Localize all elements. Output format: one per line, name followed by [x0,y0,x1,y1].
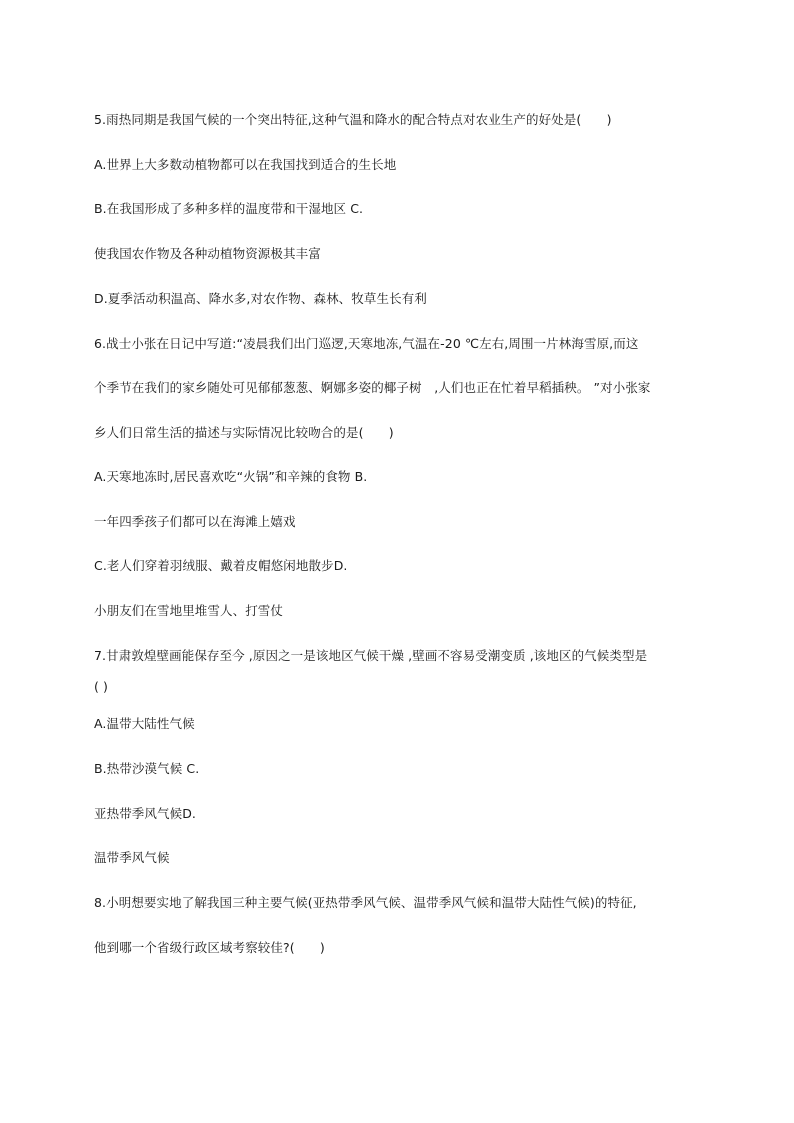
question-5-option-a: A.世界上大多数动植物都可以在我国找到适合的生长地 [94,157,397,172]
question-6-stem-line-1: 6.战士小张在日记中写道:“凌晨我们出门巡逻,天寒地冻,气温在-20 ℃左右,周围一片林海雪原,而这 [94,336,639,351]
question-5-stem: 5.雨热同期是我国气候的一个突出特征,这种气温和降水的配合特点对农业生产的好处是( ) [94,112,612,127]
question-6-option-d: 小朋友们在雪地里堆雪人、打雪仗 [94,603,284,618]
question-7-stem-line-2: ( ) [94,679,109,694]
question-5-option-c: 使我国农作物及各种动植物资源极其丰富 [94,246,321,261]
question-7-option-c: 亚热带季风气候D. [94,806,196,821]
question-6-option-a: A.天寒地冻时,居民喜欢吃“火锅”和辛辣的食物 B. [94,469,368,484]
question-8-stem-line-1: 8.小明想要实地了解我国三种主要气候(亚热带季风气候、温带季风气候和温带大陆性气候)的特征, [94,895,637,910]
question-6-stem-line-3: 乡人们日常生活的描述与实际情况比较吻合的是( ) [94,425,394,440]
question-8-stem-line-2: 他到哪一个省级行政区域考察较佳?( ) [94,940,325,955]
question-6-option-c: C.老人们穿着羽绒服、戴着皮帽悠闲地散步D. [94,558,348,573]
question-7-stem-line-1: 7.甘肃敦煌壁画能保存至今 ,原因之一是该地区气候干燥 ,壁画不容易受潮变质 ,该地区的气候类型是 [94,648,648,663]
question-7-option-d: 温带季风气候 [94,850,170,865]
question-6-stem-line-2: 个季节在我们的家乡随处可见郁郁葱葱、婀娜多姿的椰子树 ,人们也正在忙着早稻插秧。 ”对小张家 [94,380,651,395]
question-5-option-b: B.在我国形成了多种多样的温度带和干湿地区 C. [94,201,364,216]
question-7-option-a: A.温带大陆性气候 [94,716,195,731]
question-5-option-d: D.夏季活动积温高、降水多,对农作物、森林、牧草生长有利 [94,291,427,306]
question-7-option-b: B.热带沙漠气候 C. [94,761,200,776]
question-6-option-b: 一年四季孩子们都可以在海滩上嬉戏 [94,514,296,529]
